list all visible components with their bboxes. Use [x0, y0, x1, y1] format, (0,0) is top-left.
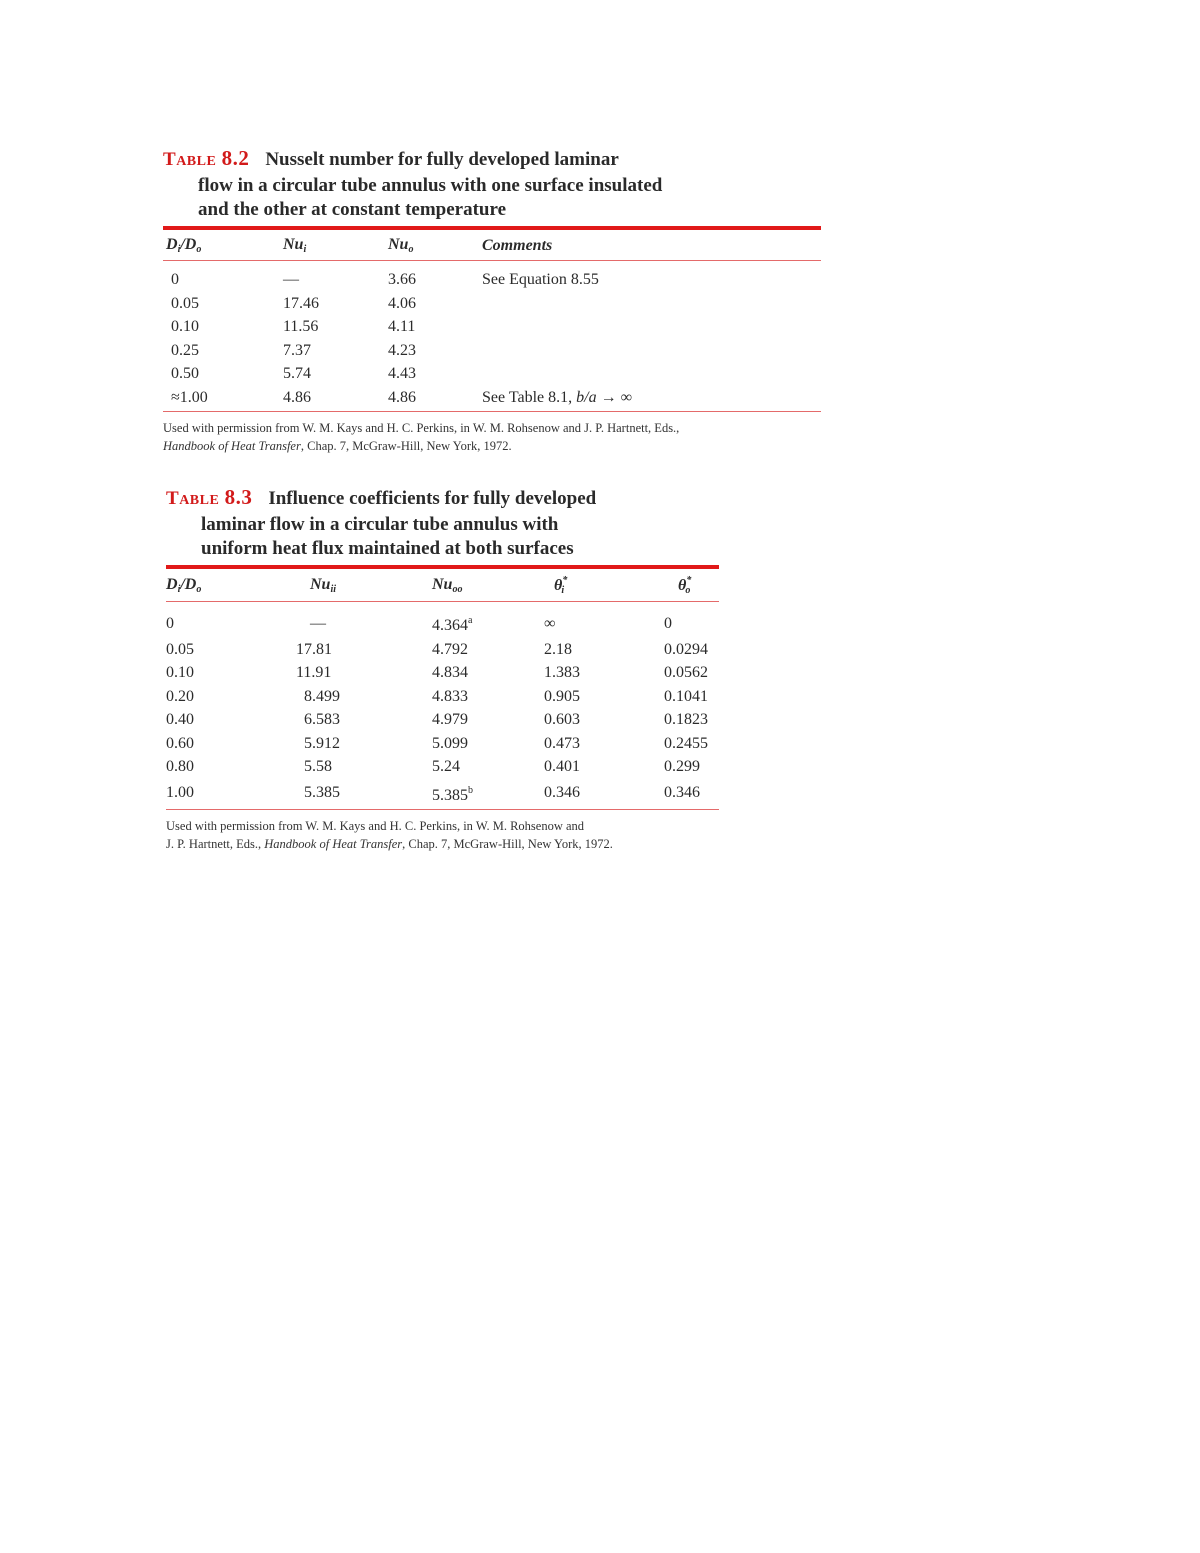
nu-oo-value: 4.364: [432, 617, 468, 634]
cell-nu-oo: [432, 779, 544, 810]
cell-ratio: 0.10: [171, 318, 199, 335]
cell-nu-oo: [432, 661, 544, 685]
cell-nu-ii: 8.499: [304, 687, 340, 705]
cell-nu-oo: [432, 685, 544, 709]
table-row: [166, 779, 719, 810]
cell-nu-ii: 17.81: [296, 640, 332, 658]
nu-oo-value: 4.833: [432, 687, 468, 705]
label-number: 8.2: [221, 146, 250, 170]
table-8-3: [166, 485, 719, 853]
cell-ratio: ≈1.00: [163, 386, 269, 412]
table-row: [166, 638, 719, 662]
cell-ratio: 0: [171, 271, 179, 288]
hdr-sub: o: [196, 584, 202, 595]
cell-theta-i: 1.383: [544, 664, 580, 681]
table-label: [163, 146, 250, 170]
cell-theta-o: 0.0562: [664, 664, 708, 681]
table-row: [166, 732, 719, 756]
cell-nu-oo: [432, 732, 544, 756]
hdr-sub: i: [561, 585, 565, 596]
hdr-sub: i: [177, 244, 181, 255]
table-footnote: [163, 419, 821, 455]
cell-theta-o: 0.2455: [664, 734, 708, 752]
hdr-sub: i: [177, 584, 181, 595]
cell-ratio: 0.20: [166, 687, 194, 705]
cell-ratio: 0.40: [166, 711, 194, 728]
cell-comment: See Table 8.1, b/a → ∞: [482, 386, 821, 412]
nu-oo-value: 5.385: [432, 786, 468, 804]
cell-nu-oo: [432, 755, 544, 779]
cell-ratio: 0.10: [166, 664, 194, 681]
header-comments: Comments: [482, 230, 821, 261]
footnote-line-1: Used with permission from W. M. Kays and H. C. Perkins, in W. M. Rohsenow and J. P. Hartnett, Eds.,: [163, 421, 680, 435]
caption-line-2: laminar flow in a circular tube annulus with: [201, 514, 559, 535]
cell-theta-o: 0.346: [664, 779, 719, 810]
nu-oo-value: 4.834: [432, 664, 468, 681]
cell-theta-i: 0.905: [544, 687, 580, 705]
header-nu-o: [388, 230, 482, 261]
table-footnote: [166, 817, 719, 853]
ratio-ba-italic: b/a: [576, 388, 597, 406]
cell-ratio: 0.05: [166, 640, 194, 658]
cell-nu-ii: 5.912: [304, 734, 340, 752]
nu-oo-value: 5.099: [432, 734, 468, 752]
cell-nu-i: 17.46: [283, 294, 319, 312]
cell-nu-oo: [432, 602, 544, 638]
header-theta-i: [544, 569, 664, 602]
header-di-do: [166, 569, 296, 602]
cell-nu-ii: 6.583: [304, 711, 340, 728]
cell-theta-o: 0.299: [664, 758, 700, 775]
cell-theta-i: ∞: [544, 614, 556, 632]
label-prefix: T: [163, 149, 177, 170]
label-rest: ABLE: [176, 154, 217, 169]
cell-theta-o: 0: [664, 614, 672, 632]
cell-nu-o: 3.66: [388, 271, 416, 288]
cell-nu-o: 4.06: [388, 294, 416, 312]
table-label: [166, 485, 253, 509]
cell-ratio: 1.00: [166, 779, 296, 810]
cell-nu-oo: [432, 638, 544, 662]
hdr-text: θ: [678, 577, 687, 594]
header-nu-ii: [296, 569, 432, 602]
cell-theta-i: 0.346: [544, 779, 664, 810]
footnote-book-title: Handbook of Heat Transfer: [264, 837, 403, 851]
cell-ratio: 0.80: [166, 758, 194, 775]
cell-nu-ii: 5.385: [296, 779, 432, 810]
header-theta-o: [664, 569, 719, 602]
header-di-do: [163, 230, 269, 261]
cell-nu-ii: 5.58: [304, 758, 332, 775]
table-caption: [163, 146, 821, 222]
table-row: [163, 362, 821, 386]
table-row: [166, 661, 719, 685]
cell-ratio: 0: [166, 614, 174, 632]
cell-ratio: 0.60: [166, 734, 194, 752]
nu-oo-value: 5.24: [432, 758, 460, 775]
table-row: [163, 386, 821, 412]
nu-oo-value: 4.792: [432, 640, 468, 658]
cell-nu-i: 11.56: [283, 318, 319, 335]
footnote-line-2: , Chap. 7, McGraw-Hill, New York, 1972.: [402, 837, 613, 851]
cell-nu-i: —: [283, 271, 299, 288]
table-row: [166, 755, 719, 779]
label-number: 8.3: [224, 485, 253, 509]
hdr-text: D: [166, 236, 178, 253]
cell-theta-i: 2.18: [544, 640, 572, 658]
cell-comment: See Equation 8.55: [482, 271, 599, 288]
cell-theta-i: 0.401: [544, 758, 580, 775]
caption-line-3: and the other at constant temperature: [198, 199, 507, 220]
hdr-sup: *: [686, 575, 692, 586]
cell-ratio: 0.05: [171, 294, 199, 312]
hdr-text: Nu: [432, 576, 453, 593]
footnote-line-2: , Chap. 7, McGraw-Hill, New York, 1972.: [300, 439, 512, 453]
caption-line-3: uniform heat flux maintained at both surfaces: [201, 538, 574, 559]
hdr-sub: o: [685, 585, 691, 596]
caption-line-1: Influence coefficients for fully developed: [268, 488, 597, 509]
footnote-book-title: Handbook of Heat Transfer: [163, 439, 301, 453]
header-nu-i: [269, 230, 388, 261]
cell-comment: [482, 362, 821, 386]
cell-theta-i: 0.473: [544, 734, 580, 752]
hdr-text: Nu: [310, 576, 331, 593]
cell-nu-o: 4.43: [388, 365, 416, 382]
caption-line-2: flow in a circular tube annulus with one surface insulated: [198, 175, 663, 196]
cell-comment: [482, 315, 821, 339]
cell-nu-o: 4.23: [388, 341, 416, 359]
table-row: [163, 339, 821, 363]
hdr-sup: *: [562, 575, 568, 586]
hdr-text: Nu: [388, 236, 409, 253]
table-row: [163, 315, 821, 339]
cell-nu-ii: 11.91: [296, 664, 332, 681]
hdr-sub: ii: [330, 584, 337, 595]
table-row: [163, 292, 821, 316]
hdr-sub: oo: [452, 584, 463, 595]
label-rest: ABLE: [179, 493, 220, 508]
cell-nu-ii: —: [310, 614, 326, 632]
label-prefix: T: [166, 488, 180, 509]
cell-theta-o: 0.1041: [664, 687, 708, 705]
nu-oo-value: 4.979: [432, 711, 468, 728]
hdr-text: /D: [180, 236, 197, 253]
caption-line-1: Nusselt number for fully developed laminar: [265, 149, 619, 170]
cell-theta-o: 0.0294: [664, 640, 708, 658]
table-row: [166, 708, 719, 732]
table-caption: [166, 485, 719, 561]
cell-theta-o: 0.1823: [664, 711, 708, 728]
cell-nu-i: 7.37: [283, 341, 311, 359]
cell-nu-o: 4.86: [388, 386, 482, 412]
cell-theta-i: 0.603: [544, 711, 580, 728]
table-row: [163, 261, 821, 292]
data-table: [163, 230, 821, 412]
table-8-2: [163, 146, 821, 455]
cell-nu-i: 5.74: [283, 365, 311, 382]
hdr-text: D: [166, 576, 178, 593]
hdr-sub: o: [196, 244, 202, 255]
cell-ratio: 0.25: [171, 341, 199, 359]
cell-ratio: 0.50: [171, 365, 199, 382]
header-row: [166, 569, 719, 602]
cell-nu-oo: [432, 708, 544, 732]
header-nu-oo: [432, 569, 544, 602]
hdr-text: θ: [554, 577, 563, 594]
footnote-line-2-prefix: J. P. Hartnett, Eds.,: [166, 837, 265, 851]
cell-nu-o: 4.11: [388, 318, 416, 335]
footnote-mark: a: [468, 615, 473, 626]
hdr-text: /D: [180, 576, 197, 593]
header-row: [163, 230, 821, 261]
table-row: [166, 602, 719, 638]
table-row: [166, 685, 719, 709]
footnote-mark: b: [468, 784, 473, 796]
footnote-line-1: Used with permission from W. M. Kays and H. C. Perkins, in W. M. Rohsenow and: [166, 819, 585, 833]
hdr-sub: i: [303, 244, 307, 255]
cell-comment: [482, 292, 821, 316]
cell-nu-i: 4.86: [269, 386, 388, 412]
hdr-sub: o: [408, 244, 414, 255]
hdr-text: Nu: [283, 236, 304, 253]
data-table: [166, 569, 719, 810]
cell-comment: [482, 339, 821, 363]
